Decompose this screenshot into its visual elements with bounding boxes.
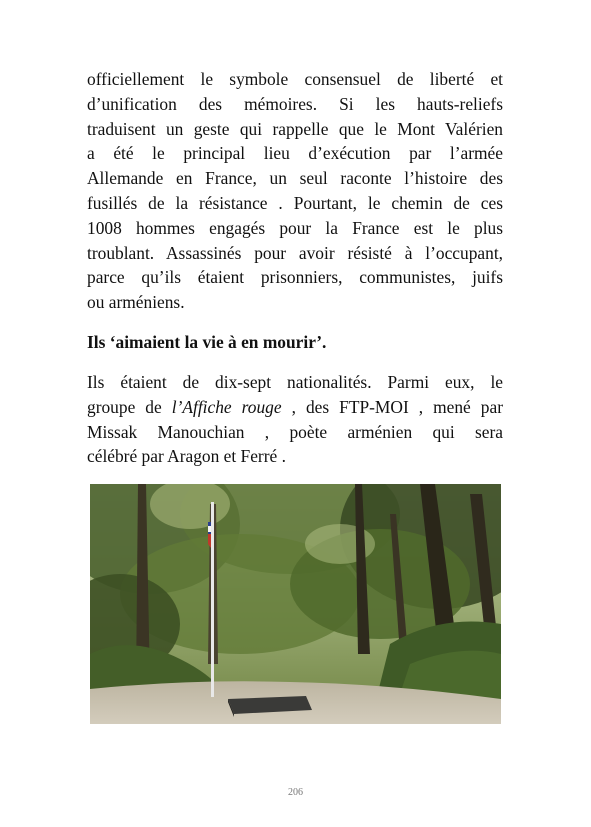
section-heading: Ils ‘aimaient la vie à en mourir’. bbox=[87, 332, 327, 352]
paragraph-2-line: Ils étaient de dix-sept nationalités. Parmi eux, le bbox=[87, 372, 503, 392]
paragraph-1-line: a été le principal lieu d’exécution par l’armée bbox=[87, 143, 503, 164]
paragraph-1-line: Allemande en France, un seul raconte l’histoire des bbox=[87, 168, 503, 189]
paragraph-2 bbox=[87, 370, 503, 469]
paragraph-2-line: Missak Manouchian , poète arménien qui sera bbox=[87, 421, 503, 442]
paragraph-1-line: officiellement le symbole consensuel de liberté et bbox=[87, 69, 503, 89]
paragraph-2-line bbox=[87, 395, 503, 420]
paragraph-2-text: , des FTP-MOI , mené par bbox=[281, 396, 503, 417]
paragraph-1-line: parce qu’ils étaient prisonniers, communistes, juifs bbox=[87, 267, 503, 288]
paragraph-1-line: d’unification des mémoires. Si les hauts-reliefs bbox=[87, 93, 503, 114]
memorial-photo-illustration bbox=[90, 484, 501, 724]
memorial-photo bbox=[90, 484, 501, 724]
page-number: 206 bbox=[288, 787, 303, 798]
paragraph-1-line: ou arméniens. bbox=[87, 292, 185, 313]
paragraph-1-line: 1008 hommes engagés pour la France est le plus bbox=[87, 217, 503, 238]
paragraph-1-line: fusillés de la résistance . Pourtant, le chemin de ces bbox=[87, 192, 503, 213]
affiche-rouge-title: l’Affiche rouge bbox=[171, 396, 282, 417]
paragraph-2-line: célébré par Aragon et Ferré . bbox=[87, 446, 286, 467]
paragraph-2-text: groupe de bbox=[87, 396, 172, 417]
paragraph-1-line: traduisent un geste qui rappelle que le Mont Valérien bbox=[87, 118, 503, 139]
paragraph-1 bbox=[87, 67, 503, 315]
paragraph-1-line: troublant. Assassinés pour avoir résisté à l’occupant, bbox=[87, 242, 503, 263]
